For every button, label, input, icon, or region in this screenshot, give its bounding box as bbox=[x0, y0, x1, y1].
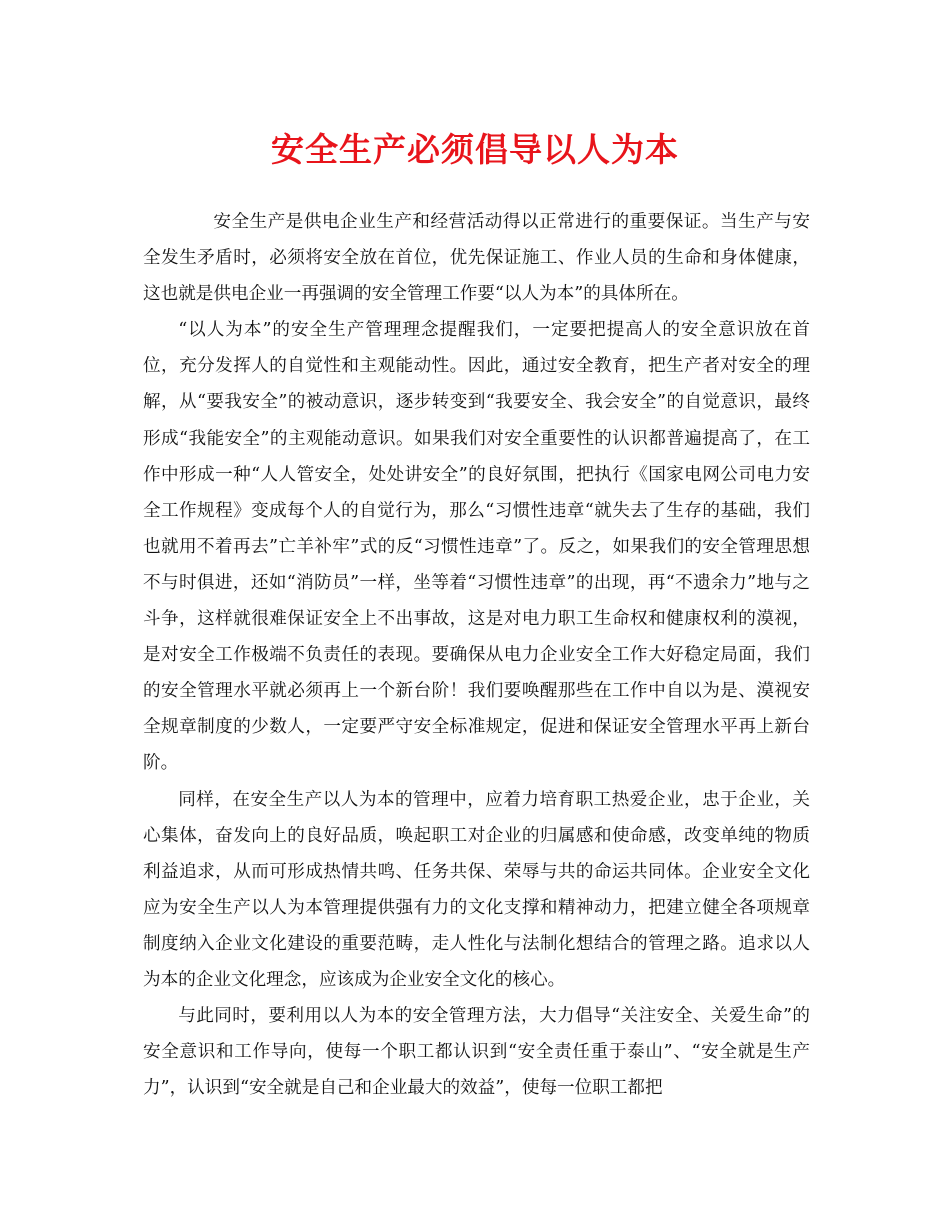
paragraph: 同样，在安全生产以人为本的管理中，应着力培育职工热爱企业，忠于企业，关心集体，奋发向上的良好品质，唤起职工对企业的归属感和使命感，改变单纯的物质利益追求，从而可形成热情共鸣、任务共保、荣辱与共的命运共同体。企业安全文化应为安全生产以人为本管理提供强有力的文化支撑和精神动力，把建立健全各项规章制度纳入企业文化建设的重要范畴，走人性化与法制化想结合的管理之路。追求以人为本的企业文化理念，应该成为企业安全文化的核心。 bbox=[143, 789, 810, 990]
document-body bbox=[143, 204, 810, 1106]
paragraph: “以人为本”的安全生产管理理念提醒我们，一定要把提高人的安全意识放在首位，充分发挥人的自觉性和主观能动性。因此，通过安全教育，把生产者对安全的理解，从“要我安全”的被动意识，逐步转变到“我要安全、我会安全”的自觉意识，最终形成“我能安全”的主观能动意识。如果我们对安全重要性的认识都普遍提高了，在工作中形成一种“人人管安全，处处讲安全”的良好氛围，把执行《国家电网公司电力安全工作规程》变成每个人的自觉行为，那么“习惯性违章“就失去了生存的基础，我们也就用不着再去”亡羊补牢”式的反“习惯性违章”了。反之，如果我们的安全管理思想不与时俱进，还如“消防员”一样，坐等着“习惯性违章”的出现，再“不遗余力”地与之斗争，这样就很难保证安全上不出事故，这是对电力职工生命权和健康权利的漠视，是对安全工作极端不负责任的表现。要确保从电力企业安全工作大好稳定局面，我们的安全管理水平就必须再上一个新台阶！我们要唤醒那些在工作中自以为是、漠视安全规章制度的少数人，一定要严守安全标准规定，促进和保证安全管理水平再上新台阶。 bbox=[143, 320, 810, 774]
paragraph: 安全生产是供电企业生产和经营活动得以正常进行的重要保证。当生产与安全发生矛盾时，必须将安全放在首位，优先保证施工、作业人员的生命和身体健康，这也就是供电企业一再强调的安全管理工作要“以人为本”的具体所在。 bbox=[143, 212, 810, 305]
paragraph: 与此同时，要利用以人为本的安全管理方法，大力倡导“关注安全、关爱生命”的安全意识和工作导向，使每一个职工都认识到“安全责任重于泰山”、“安全就是生产力”，认识到“安全就是自己和企业最大的效益”，使每一位职工都把 bbox=[143, 1006, 810, 1099]
document-title: 安全生产必须倡导以人为本 bbox=[271, 130, 679, 169]
